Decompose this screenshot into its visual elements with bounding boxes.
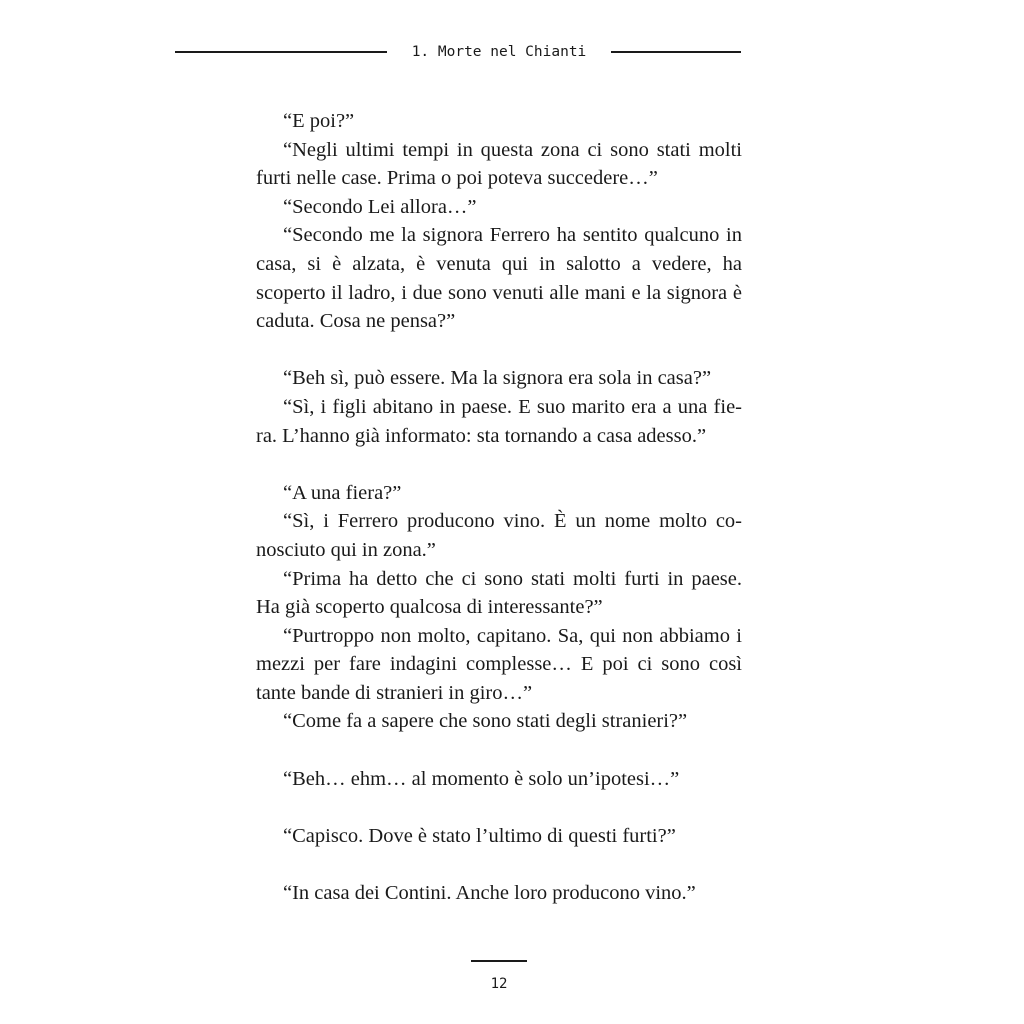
paragraph-spacer — [256, 850, 742, 879]
paragraph: “Purtroppo non molto, capitano. Sa, qui non abbiamo i mezzi per fare indagini complesse… E poi ci sono così tante bande di stranieri in giro…” — [256, 624, 742, 704]
body-text — [256, 107, 742, 908]
paragraph: “Secondo Lei allora…” — [283, 195, 477, 218]
header-rule-right — [611, 51, 741, 53]
header-rule-left — [175, 51, 387, 53]
page-footer — [471, 960, 527, 994]
running-header — [175, 40, 741, 64]
chapter-title: 1. Morte nel Chianti — [411, 44, 587, 60]
paragraph: “Capisco. Dove è stato l’ultimo di questi furti?” — [283, 824, 676, 847]
paragraph: “In casa dei Contini. Anche loro producono vino.” — [283, 882, 696, 905]
paragraph-spacer — [256, 736, 742, 765]
paragraph: “Secondo me la signora Ferrero ha sentito qualcuno in casa, si è alzata, è venuta qui in salotto a vedere, ha scoperto il ladro, i due sono venuti alle mani e la signora è caduta. Cosa ne pensa?” — [256, 224, 742, 333]
paragraph: “E poi?” — [283, 110, 355, 132]
paragraph: “Sì, i Ferrero producono vino. È un nome molto conosciuto qui in zona.” — [256, 510, 742, 561]
paragraph-spacer — [256, 450, 742, 479]
paragraph-spacer — [256, 336, 742, 365]
footer-rule — [471, 960, 527, 962]
paragraph: “Beh… ehm… al momento è solo un’ipotesi…” — [283, 767, 680, 790]
paragraph: “Negli ultimi tempi in questa zona ci sono stati molti furti nelle case. Prima o poi poteva succedere…” — [256, 138, 742, 190]
paragraph: “Come fa a sapere che sono stati degli stranieri?” — [283, 710, 688, 733]
page-number: 12 — [490, 976, 508, 992]
paragraph: “Prima ha detto che ci sono stati molti furti in paese. Ha già scoperto qualcosa di interessante?” — [256, 567, 742, 619]
paragraph: “A una fiera?” — [283, 481, 402, 504]
paragraph: “Beh sì, può essere. Ma la signora era sola in casa?” — [283, 367, 712, 390]
paragraph: “Sì, i figli abitano in paese. E suo marito era a una fiera. L’hanno già informato: sta tornando a casa adesso.” — [256, 395, 742, 447]
paragraph-spacer — [256, 793, 742, 822]
